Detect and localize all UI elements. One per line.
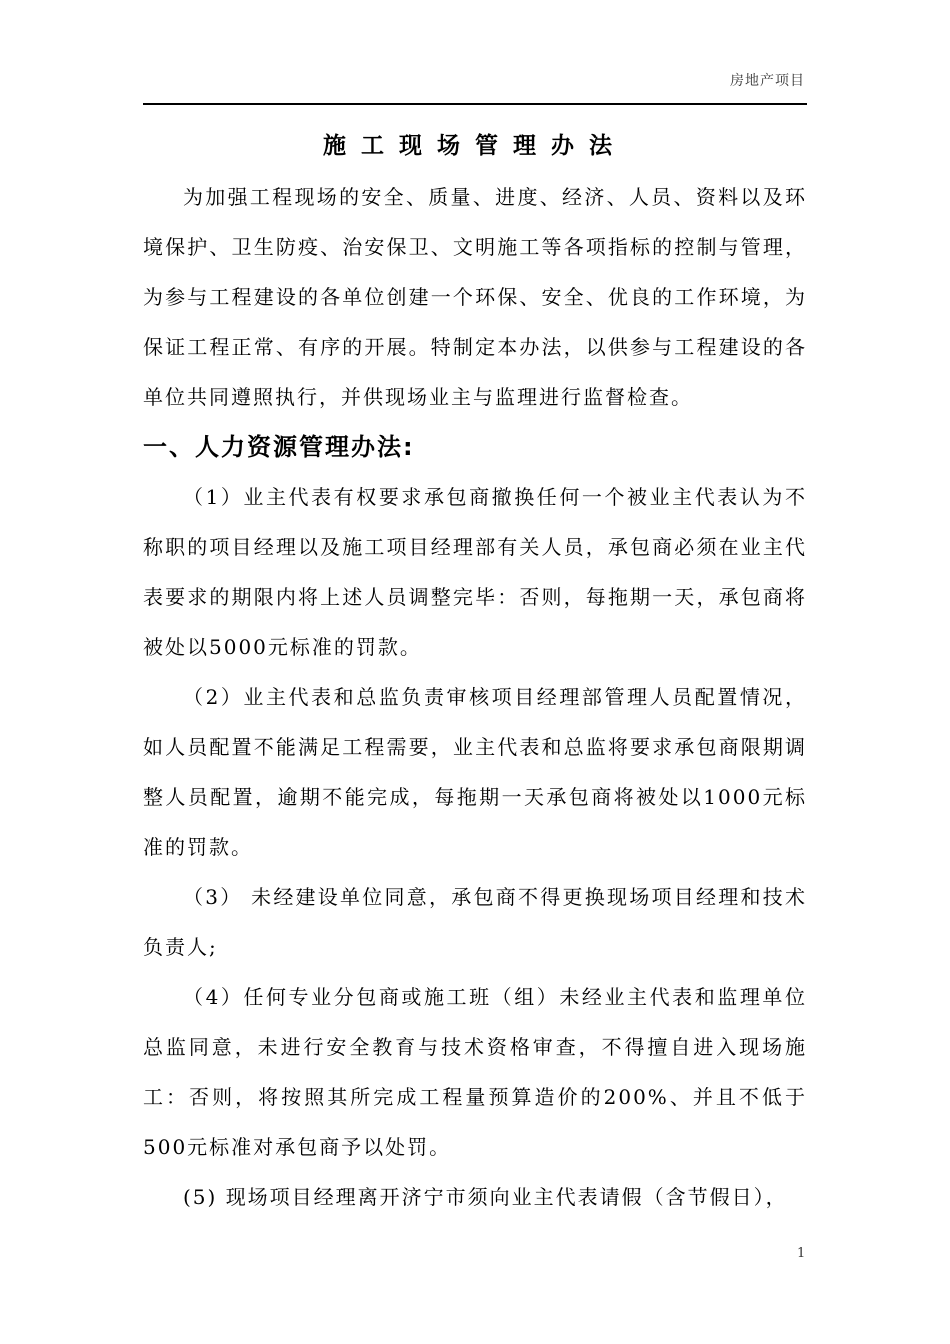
document-body [143,172,807,1222]
clause-3: （3） 未经建设单位同意，承包商不得更换现场项目经理和技术负责人; [143,885,807,959]
running-header: 房地产项目 [730,73,805,89]
clause-2: （2）业主代表和总监负责审核项目经理部管理人员配置情况，如人员配置不能满足工程需要，业主代表和总监将要求承包商限期调整人员配置，逾期不能完成，每拖期一天承包商将被处以1000元标准的罚款。 [143,685,807,859]
intro-paragraph: 为加强工程现场的安全、质量、进度、经济、人员、资料以及环境保护、卫生防疫、治安保卫、文明施工等各项指标的控制与管理，为参与工程建设的各单位创建一个环保、安全、优良的工作环境，为保证工程正常、有序的开展。特制定本办法，以供参与工程建设的各单位共同遵照执行，并供现场业主与监理进行监督检查。 [143,185,807,409]
section-heading-human-resources: 一、人力资源管理办法: [143,433,415,461]
clause-4: （4）任何专业分包商或施工班（组）未经业主代表和监理单位总监同意，未进行安全教育与技术资格审查，不得擅自进入现场施工：否则，将按照其所完成工程量预算造价的200%、并且不低于500元标准对承包商予以处罚。 [143,985,807,1159]
header-rule [143,103,807,105]
document-title: 施工现场管理办法 [323,132,627,159]
page-number: 1 [797,1246,806,1261]
clause-5: (5) 现场项目经理离开济宁市须向业主代表请假（含节假日）， [183,1185,788,1209]
clause-1: （1）业主代表有权要求承包商撤换任何一个被业主代表认为不称职的项目经理以及施工项目经理部有关人员，承包商必须在业主代表要求的期限内将上述人员调整完毕：否则，每拖期一天，承包商将被处以5000元标准的罚款。 [143,485,807,659]
